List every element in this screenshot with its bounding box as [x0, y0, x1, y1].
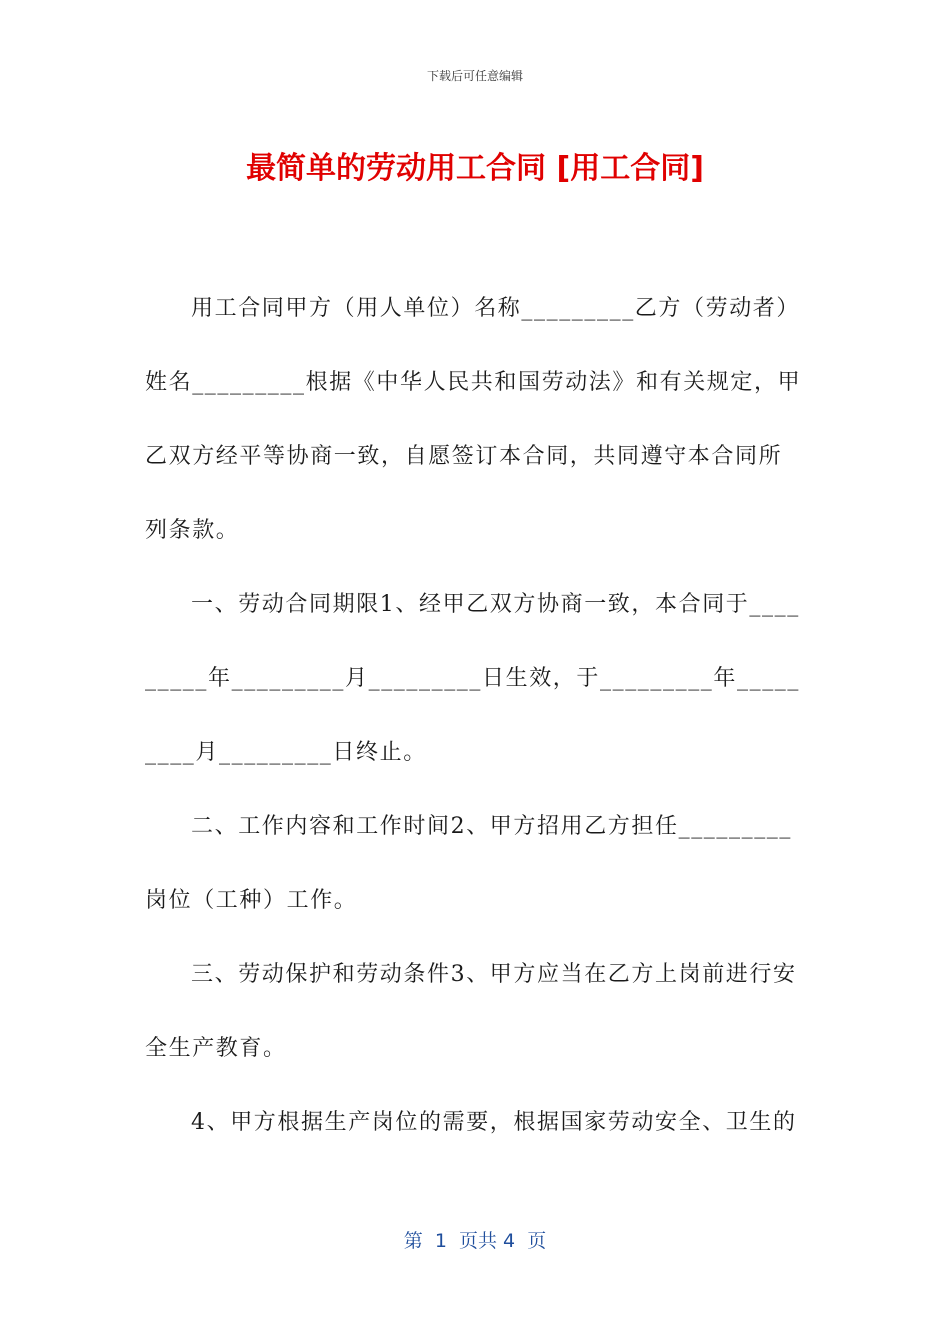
document-body: [145, 272, 805, 1160]
paragraph-contract-term: 一、劳动合同期限1、经甲乙双方协商一致，本合同于_________年_________月_________日生效，于_________年_________月_________日终止。: [145, 592, 801, 765]
paragraph-preamble: 用工合同甲方（用人单位）名称_________乙方（劳动者）姓名_________根据《中华人民共和国劳动法》和有关规定，甲乙双方经平等协商一致，自愿签订本合同，共同遵守本合同所列条款。: [145, 296, 802, 543]
document-title: 最简单的劳动用工合同 [用工合同]: [246, 151, 704, 186]
paragraph-labor-protection: 三、劳动保护和劳动条件3、甲方应当在乙方上岗前进行安全生产教育。: [145, 962, 797, 1061]
paragraph-work-content: 二、工作内容和工作时间2、甲方招用乙方担任_________岗位（工种）工作。: [145, 814, 792, 913]
paragraph-clause-4: 4、甲方根据生产岗位的需要，根据国家劳动安全、卫生的: [191, 1110, 797, 1135]
page-number-footer: 第 1 页共 4 页: [403, 1230, 547, 1252]
page-header-note: 下载后可任意编辑: [426, 69, 523, 83]
